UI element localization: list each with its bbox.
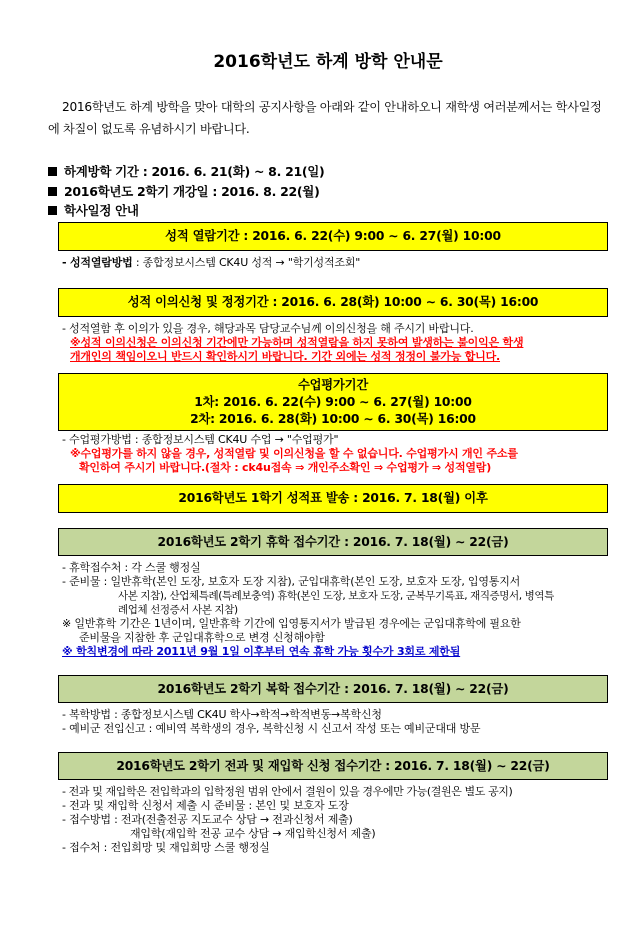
transfer-method: - 접수방법 : 전과(전출전공 지도교수 상담 → 전과신청서 제출) — [62, 812, 353, 826]
document-title: 2016학년도 하계 방학 안내문 — [213, 52, 443, 72]
leave-note: ※ 일반휴학 기간은 1년이며, 일반휴학 기간에 입영통지서가 발급된 경우에는 군입대휴학에 필요한 — [62, 616, 521, 630]
transfer-office: - 접수처 : 전입희망 및 재입희망 스쿨 행정실 — [62, 840, 270, 854]
leave-materials: - 준비물 : 일반휴학(본인 도장, 보호자 도장 지참), 군입대휴학(본인 도장, 보호자 도장, 입영통지서 — [62, 574, 521, 588]
leave-materials-cont: 사본 지참), 산업체특례(특례보충역) 휴학(본인 도장, 보호자 도장, 군복무기록표, 재직증명서, 병역특 — [118, 589, 554, 602]
grade-appeal-warning: ※성적 이의신청은 이의신청 기간에만 가능하며 성적열람을 하지 못하여 발생하는 불이익은 학생 — [70, 335, 524, 349]
evaluation-title: 수업평가기간 — [297, 377, 369, 392]
square-bullet-icon — [48, 167, 57, 176]
evaluation-round-1: 1차: 2016. 6. 22(수) 9:00 ∼ 6. 27(월) 10:00 — [194, 394, 472, 409]
evaluation-round-2: 2차: 2016. 6. 28(화) 10:00 ∼ 6. 30(목) 16:00 — [190, 411, 476, 426]
summary-bullets — [48, 162, 608, 221]
leave-limit-notice: ※ 학칙변경에 따라 2011년 9월 1일 이후부터 연속 휴학 가능 횟수가 3회로 제한됨 — [62, 644, 461, 658]
leave-office: - 휴학접수처 : 각 스쿨 행정실 — [62, 560, 201, 574]
return-method: - 복학방법 : 종합정보시스템 CK4U 학사→학적→학적변동→복학신청 — [62, 707, 382, 721]
grade-appeal-header: 성적 이의신청 및 정정기간 : 2016. 6. 28(화) 10:00 ∼ 6. 30(목) 16:00 — [58, 288, 608, 317]
bullet-semester-start: 2016학년도 2학기 개강일 : 2016. 8. 22(월) — [48, 182, 608, 202]
square-bullet-icon — [48, 187, 57, 196]
grade-appeal-warning: 개개인의 책임이오니 반드시 확인하시기 바랍니다. 기간 외에는 성적 정정이 불가능 합니다. — [70, 349, 501, 363]
transfer-desc — [62, 785, 608, 855]
report-header: 2016학년도 1학기 성적표 발송 : 2016. 7. 18(월) 이후 — [58, 484, 608, 513]
intro-paragraph: 2016학년도 하계 방학을 맞아 대학의 공지사항을 아래와 같이 안내하오니 재학생 여러분께서는 학사일정에 차질이 없도록 유념하시기 바랍니다. — [48, 100, 602, 136]
grade-appeal-line: - 성적열함 후 이의가 있을 경우, 해당과목 담당교수님께 이의신청을 해 주시기 바랍니다. — [62, 321, 474, 335]
grade-appeal-desc — [62, 322, 608, 364]
return-header: 2016학년도 2학기 복학 접수기간 : 2016. 7. 18(월) ∼ 22(금) — [58, 675, 608, 703]
leave-header: 2016학년도 2학기 휴학 접수기간 : 2016. 7. 18(월) ∼ 22(금) — [58, 528, 608, 556]
transfer-method-cont: 재입학(재입학 전공 교수 상담 → 재입학신청서 제출) — [130, 826, 376, 840]
bullet-vacation-period: 하계방학 기간 : 2016. 6. 21(화) ~ 8. 21(일) — [48, 162, 608, 182]
square-bullet-icon — [48, 206, 57, 215]
transfer-materials: - 전과 및 재입학 신청서 제출 시 준비물 : 본인 및 보호자 도장 — [62, 798, 349, 812]
grade-view-header: 성적 열람기간 : 2016. 6. 22(수) 9:00 ∼ 6. 27(월) 10:00 — [58, 222, 608, 251]
grade-view-method-text: : 종합정보시스템 CK4U 성적 → "학기성적조회" — [132, 255, 361, 269]
grade-view-method-label: - 성적열람방법 — [62, 255, 133, 269]
leave-note-cont: 준비물을 지참한 후 군입대휴학으로 변경 신청해야함 — [79, 630, 325, 644]
evaluation-warning: 확인하여 주시기 바랍니다.(절차 : ck4u접속 ⇒ 개인주소확인 ⇒ 수업평가 ⇒ 성적열람) — [79, 460, 492, 474]
transfer-condition: - 전과 및 재입학은 전입학과의 입학정원 범위 안에서 결원이 있을 경우에만 가능(결원은 별도 공지) — [62, 784, 513, 798]
return-reserve: - 예비군 전입신고 : 예비역 복학생의 경우, 복학신청 시 신고서 작성 또는 예비군대대 방문 — [62, 721, 481, 735]
bullet-schedule-guide: 학사일정 안내 — [48, 201, 608, 221]
leave-materials-cont: 례업체 선정증서 사본 지참) — [118, 603, 238, 616]
leave-desc — [62, 561, 608, 659]
transfer-header: 2016학년도 2학기 전과 및 재입학 신청 접수기간 : 2016. 7. 18(월) ∼ 22(금) — [58, 752, 608, 780]
evaluation-method: - 수업평가방법 : 종합정보시스템 CK4U 수업 → "수업평가" — [62, 432, 339, 446]
grade-view-desc — [62, 256, 608, 270]
evaluation-warning: ※수업평가를 하지 않을 경우, 성적열람 및 이의신청을 할 수 없습니다. 수업평가시 개인 주소를 — [70, 446, 518, 460]
evaluation-header — [58, 373, 608, 431]
evaluation-desc — [62, 433, 608, 475]
return-desc — [62, 708, 608, 736]
